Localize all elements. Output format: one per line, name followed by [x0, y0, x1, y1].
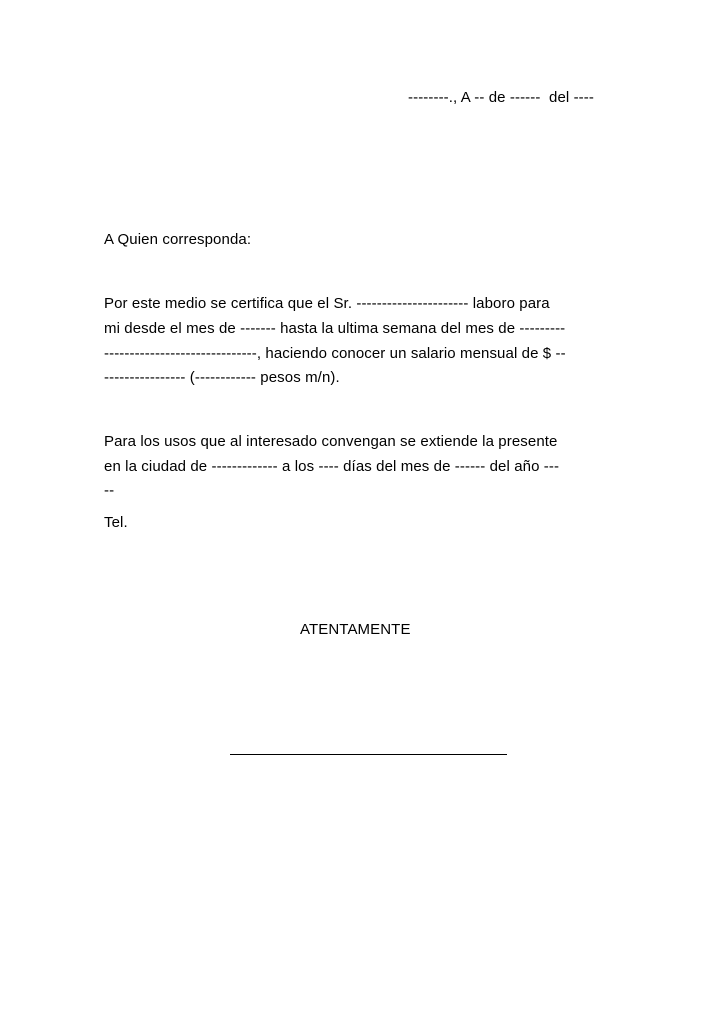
paragraph2-line: Para los usos que al interesado convengan se extiende la presente: [104, 433, 558, 450]
paragraph1-line: ------------------------------, haciendo conocer un salario mensual de $ --: [104, 345, 566, 362]
paragraph1-line: mi desde el mes de ------- hasta la ultima semana del mes de ---------: [104, 320, 566, 337]
paragraph1-line: Por este medio se certifica que el Sr. ---------------------- laboro para: [104, 295, 550, 312]
date-line: --------., A -- de ------ del ----: [408, 89, 594, 106]
closing: ATENTAMENTE: [300, 621, 411, 638]
paragraph2-line: --: [104, 482, 115, 499]
signature-line: [230, 754, 507, 755]
paragraph2-line: en la ciudad de ------------- a los ---- días del mes de ------ del año ---: [104, 458, 560, 475]
paragraph1-line: ---------------- (------------ pesos m/n).: [104, 369, 340, 386]
greeting: A Quien corresponda:: [104, 231, 252, 248]
telephone-label: Tel.: [104, 514, 128, 531]
